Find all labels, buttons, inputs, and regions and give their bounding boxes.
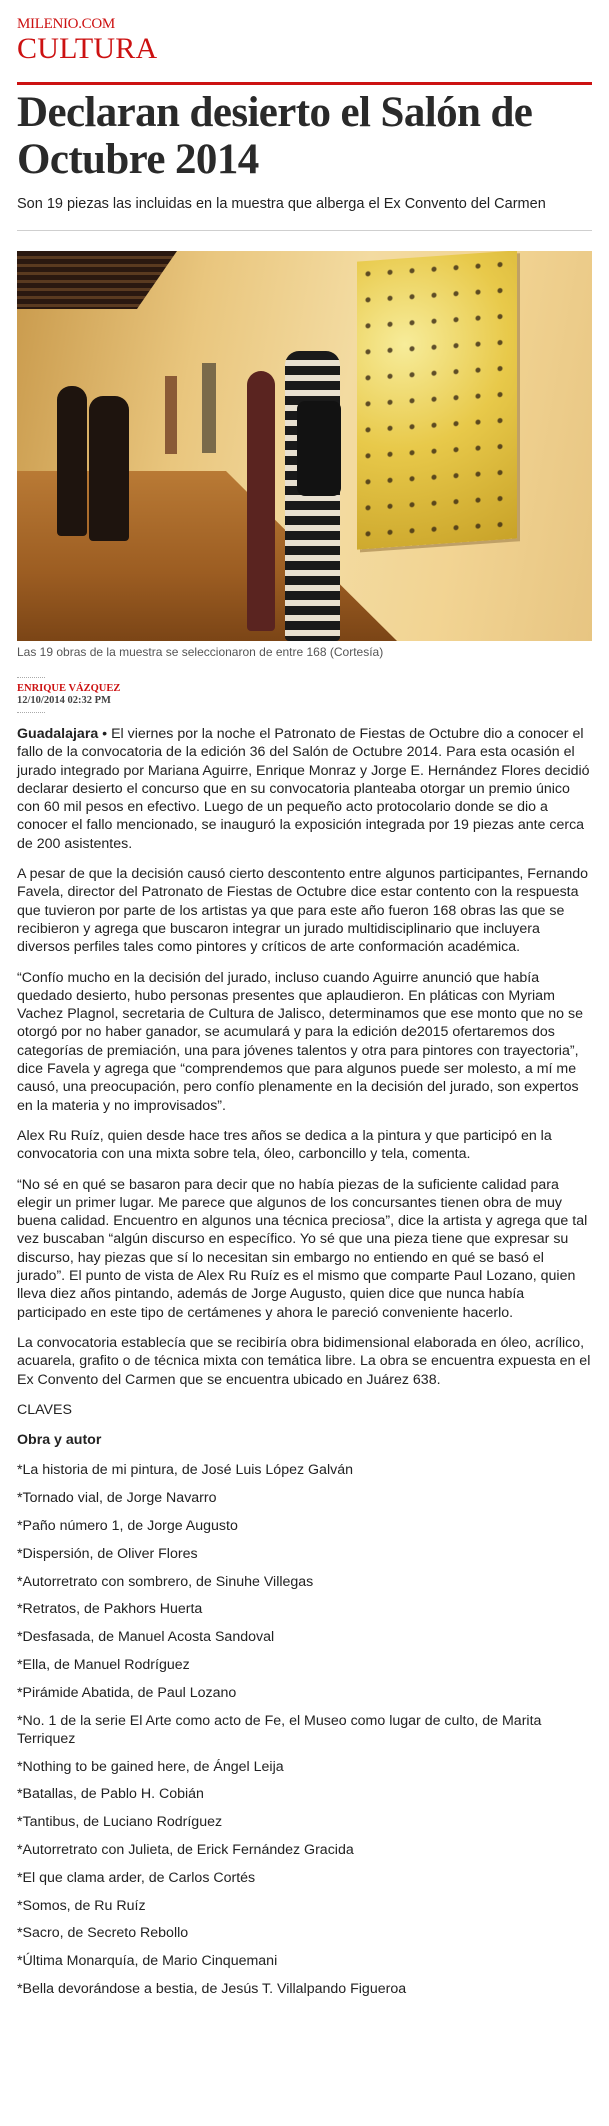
works-heading: Obra y autor	[17, 1432, 102, 1449]
photo-caption: Las 19 obras de la muestra se seleccionaron de entre 168 (Cortesía)	[17, 645, 384, 659]
paragraph: Alex Ru Ruíz, quien desde hace tres años se dedica a la pintura y que participó en la convocatoria con una mixta sobre tela, óleo, carboncillo y tela, comenta.	[17, 1127, 552, 1163]
work-item: *Tornado vial, de Jorge Navarro	[17, 1490, 217, 1507]
work-item: *Autorretrato con sombrero, de Sinuhe Villegas	[17, 1573, 314, 1590]
work-item: *Pirámide Abatida, de Paul Lozano	[17, 1684, 237, 1701]
byline	[17, 677, 592, 713]
section-title[interactable]: CULTURA	[17, 32, 158, 65]
byline-divider-bottom	[17, 712, 45, 713]
works-list	[17, 1461, 592, 1998]
photo-visitor	[89, 396, 129, 541]
work-item: *Sacro, de Secreto Rebollo	[17, 1925, 189, 1942]
publish-date: 12/10/2014 02:32 PM	[17, 695, 111, 706]
byline-divider-top	[17, 677, 45, 678]
work-item: *Somos, de Ru Ruíz	[17, 1897, 146, 1914]
work-item: *La historia de mi pintura, de José Luis López Galván	[17, 1462, 353, 1479]
work-item: *Batallas, de Pablo H. Cobián	[17, 1786, 204, 1803]
site-logo[interactable]: MILENIO.COM	[17, 16, 115, 32]
photo-visitor	[57, 386, 87, 536]
photo-artwork-small	[165, 376, 177, 454]
work-item: *Ella, de Manuel Rodríguez	[17, 1656, 190, 1673]
photo-visitor-man	[285, 351, 340, 641]
work-item: *Autorretrato con Julieta, de Erick Fernández Gracida	[17, 1842, 354, 1859]
paragraph: “Confío mucho en la decisión del jurado, incluso cuando Aguirre anunció que había quedado desierto, hubo personas presentes que aplaudieron. En pláticas con Myriam Vachez Plagnol, secretaria de Cultura de Jalisco, determinamos que ese monto que no se otorgó por no haber ganador, se acumulará y para la edición de2015 ofertaremos dos categorías de premiación, una para jóvenes talentos y otra para pintores con trayectoria”, dice Favela y agrega que “comprendemos que para algunos puede ser molesto, a mí me causó, una preocupación, pero confío plenamente en la decisión del jurado, son expertos en la materia y no improvisados”.	[17, 969, 583, 1114]
paragraph: “No sé en qué se basaron para decir que no había piezas de la suficiente calidad para elegir un primer lugar. Me parece que algunos de los concursantes tienen obra de muy buena calidad. Encuentro en algunos una técnica preciosa”, dice la artista y agrega que tal vez buscaban “algún discurso en específico. Yo sé que una pieza tiene que expresar su discurso, hay piezas que sí lo necesitan sin embargo no entiendo en qué se basó el jurado”. El punto de vista de Alex Ru Ruíz es el mismo que comparte Paul Lozano, quien lleva diez años pintando, además de Jorge Augusto, quien dice que nunca había participado en este tipo de certámenes y ahora le pareció conveniente hacerlo.	[17, 1176, 588, 1321]
work-item: *El que clama arder, de Carlos Cortés	[17, 1869, 256, 1886]
work-item: *Desfasada, de Manuel Acosta Sandoval	[17, 1629, 275, 1646]
photo-visitor-woman	[247, 371, 275, 631]
paragraph: La convocatoria establecía que se recibiría obra bidimensional elaborada en óleo, acrílico, acuarela, grafito o de técnica mixta con temática libre. La obra se encuentra expuesta en el Ex Convento del Carmen que se encuentra ubicado en Juárez 638.	[17, 1334, 591, 1388]
work-item: *Retratos, de Pakhors Huerta	[17, 1601, 203, 1618]
paragraph	[17, 725, 592, 853]
author-name[interactable]: ENRIQUE VÁZQUEZ	[17, 683, 121, 694]
article-figure	[17, 251, 592, 659]
dateline-location: Guadalajara	[17, 726, 99, 742]
article-body	[17, 725, 592, 1998]
work-item: *Última Monarquía, de Mario Cinquemani	[17, 1953, 278, 1970]
dateline-separator: •	[98, 726, 112, 742]
brand	[17, 16, 592, 65]
photo-ceiling	[17, 251, 177, 309]
article-photo[interactable]	[17, 251, 592, 641]
header-divider	[17, 82, 592, 85]
work-item: *Paño número 1, de Jorge Augusto	[17, 1517, 238, 1534]
work-item: *Bella devorándose a bestia, de Jesús T. Villalpando Figueroa	[17, 1981, 407, 1998]
paragraph-text: El viernes por la noche el Patronato de Fiestas de Octubre dio a conocer el fallo de la convocatoria de la edición 36 del Salón de Octubre 2014. Para esta ocasión el jurado integrado por Mariana Aguirre, Enrique Monraz y Jorge E. Hernández Flores decidió declarar desierto el concurso que en su convocatoria planteaba otorgar un premio único con 60 mil pesos en efectivo. Luego de un pequeño acto protocolario donde se dio a conocer el fallo mencionado, se inauguró la exposición integrada por 19 piezas ante cerca de 200 asistentes.	[17, 726, 590, 852]
paragraph: A pesar de que la decisión causó cierto descontento entre algunos participantes, Fernando Favela, director del Patronato de Fiestas de Octubre dice estar contento con la respuesta que tuvieron por parte de los artistas ya que para este año fueron 168 obras las que se recibieron y agrega que buscaron integrar un jurado multidisciplinario que incluyera diversos perfiles tales como pintores y críticos de arte conformación académica.	[17, 866, 589, 956]
work-item: *Tantibus, de Luciano Rodríguez	[17, 1814, 223, 1831]
work-item: *Nothing to be gained here, de Ángel Leija	[17, 1758, 284, 1775]
subtitle-divider	[17, 230, 592, 231]
photo-painting-large	[357, 251, 517, 550]
article-page	[17, 0, 592, 2008]
work-item: *Dispersión, de Oliver Flores	[17, 1545, 198, 1562]
photo-artwork-small	[202, 363, 216, 453]
site-header	[17, 16, 592, 85]
article-headline: Declaran desierto el Salón de Octubre 2014	[17, 89, 533, 183]
photo-backpack	[297, 401, 341, 496]
work-item: *No. 1 de la serie El Arte como acto de Fe, el Museo como lugar de culto, de Marita Terriquez	[17, 1712, 542, 1747]
article-subtitle: Son 19 piezas las incluidas en la muestra que alberga el Ex Convento del Carmen	[17, 196, 546, 212]
claves-label: CLAVES	[17, 1401, 72, 1418]
